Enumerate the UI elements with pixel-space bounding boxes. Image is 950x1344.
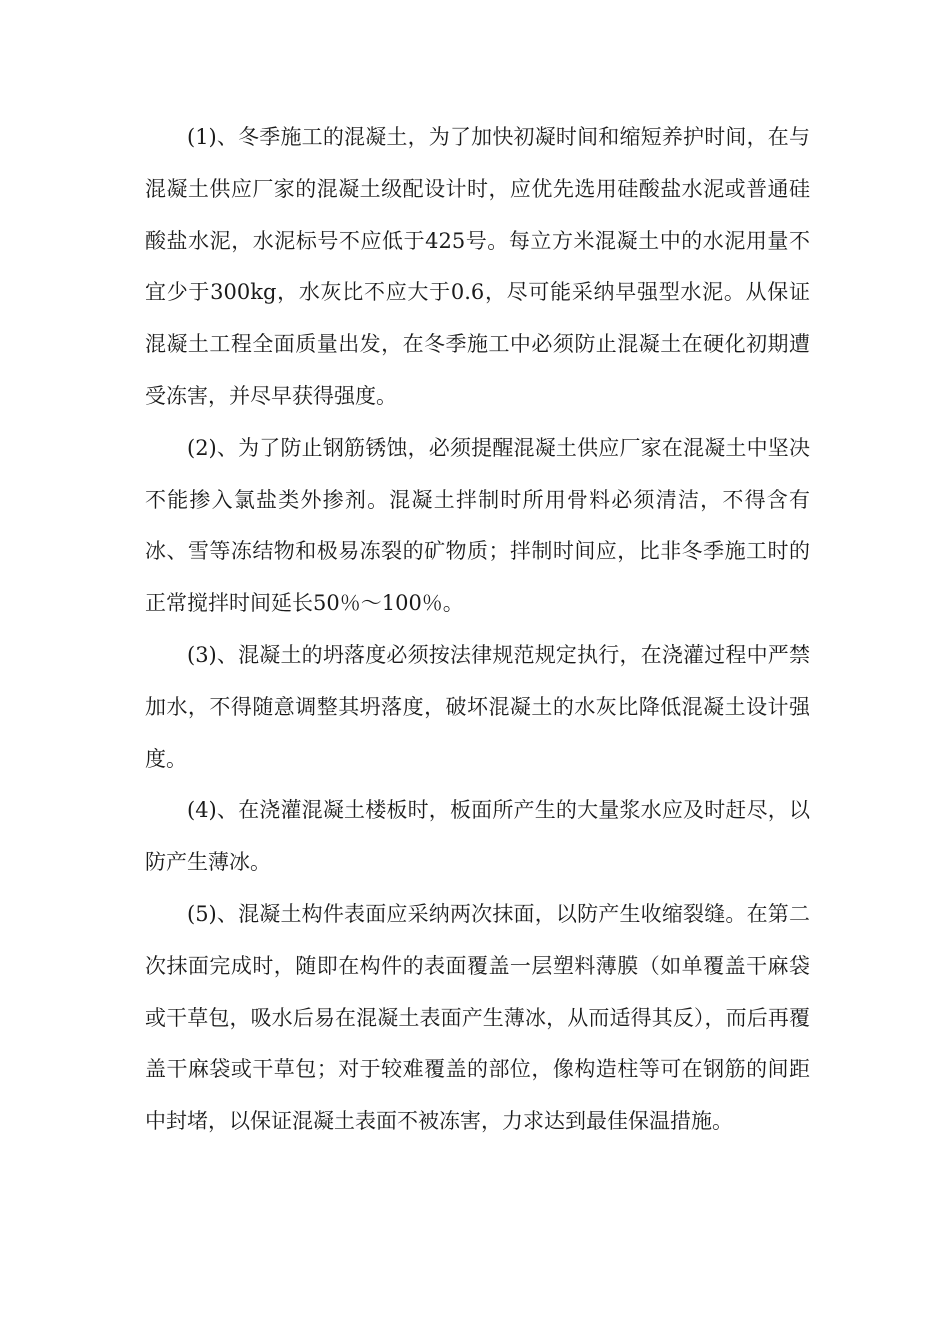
paragraph-5: (5)、混凝土构件表面应采纳两次抹面，以防产生收缩裂缝。在第二次抹面完成时，随即在构件的表面覆盖一层塑料薄膜（如单覆盖干麻袋或干草包，吸水后易在混凝土表面产生薄冰，从而适得其反），而后再覆盖干麻袋或干草包；对于较难覆盖的部位，像构造柱等可在钢筋的间距中封堵，以保证混凝土表面不被冻害，力求达到最佳保温措施。 xyxy=(145,901,810,1134)
paragraph-1: (1)、冬季施工的混凝土，为了加快初凝时间和缩短养护时间，在与混凝土供应厂家的混凝土级配设计时，应优先选用硅酸盐水泥或普通硅酸盐水泥，水泥标号不应低于425号。每立方米混凝土中的水泥用量不宜少于300kg，水灰比不应大于0.6，尽可能采纳早强型水泥。从保证混凝土工程全面质量出发，在冬季施工中必须防止混凝土在硬化初期遭受冻害，并尽早获得强度。 xyxy=(145,125,810,408)
document-body xyxy=(145,112,810,1148)
paragraph-3: (3)、混凝土的坍落度必须按法律规范规定执行，在浇灌过程中严禁加水，不得随意调整其坍落度，破坏混凝土的水灰比降低混凝土设计强度。 xyxy=(145,642,810,771)
paragraph-4: (4)、在浇灌混凝土楼板时，板面所产生的大量浆水应及时赶尽，以防产生薄冰。 xyxy=(145,798,810,875)
paragraph-2: (2)、为了防止钢筋锈蚀，必须提醒混凝土供应厂家在混凝土中坚决不能掺入氯盐类外掺剂。混凝土拌制时所用骨料必须清洁，不得含有冰、雪等冻结物和极易冻裂的矿物质；拌制时间应，比非冬季施工时的正常搅拌时间延长50％～100％。 xyxy=(145,435,810,616)
